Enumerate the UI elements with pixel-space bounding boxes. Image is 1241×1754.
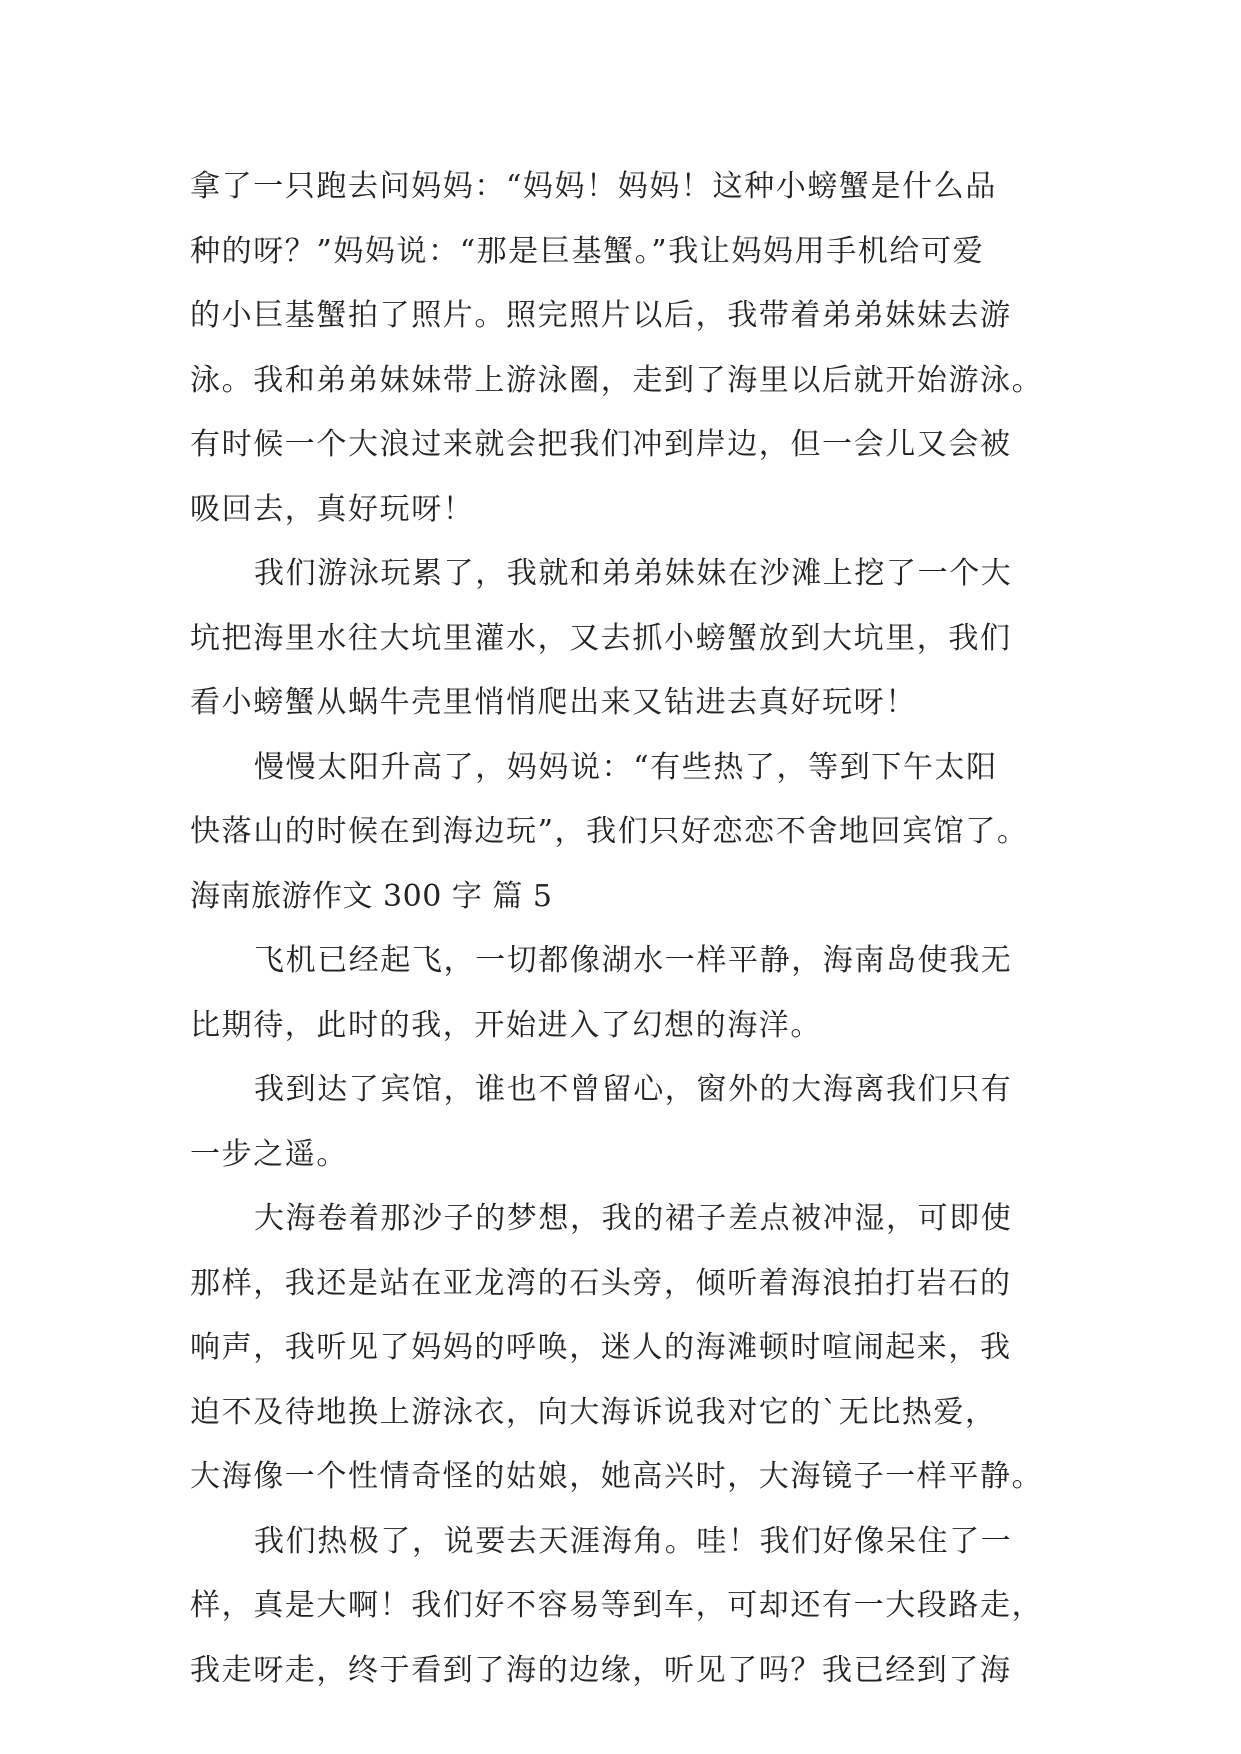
text-line: 种的呀？”妈妈说：“那是巨基蟹。”我让妈妈用手机给可爱 [190, 233, 985, 269]
text-line: 吸回去，真好玩呀！ [190, 491, 475, 527]
text-line: 比期待，此时的我，开始进入了幻想的海洋。 [190, 1007, 822, 1043]
section-heading: 海南旅游作文 300 字 篇 5 [190, 878, 553, 914]
paragraph-start-line: 飞机已经起飞，一切都像湖水一样平静，海南岛使我无 [254, 943, 1013, 978]
text-line: 拿了一只跑去问妈妈：“妈妈！妈妈！这种小螃蟹是什么品 [190, 169, 997, 204]
text-line: 快落山的时候在到海边玩”，我们只好恋恋不舍地回宾馆了。 [190, 814, 1029, 849]
paragraph-start-line: 我们游泳玩累了，我就和弟弟妹妹在沙滩上挖了一个大 [254, 556, 1013, 591]
paragraph-start-line: 我们热极了，说要去天涯海角。哇！我们好像呆住了一 [254, 1523, 1013, 1559]
paragraph-start-line: 慢慢太阳升高了，妈妈说：“有些热了，等到下午太阳 [254, 749, 998, 785]
text-line: 样，真是大啊！我们好不容易等到车，可却还有一大段路走， [190, 1588, 1044, 1623]
text-line: 大海像一个性情奇怪的姑娘，她高兴时，大海镜子一样平静。 [190, 1459, 1044, 1494]
text-line: 有时候一个大浪过来就会把我们冲到岸边，但一会儿又会被 [190, 427, 1012, 462]
paragraph-start-line: 我到达了宾馆，谁也不曾留心，窗外的大海离我们只有 [254, 1072, 1013, 1107]
text-line: 泳。我和弟弟妹妹带上游泳圈，走到了海里以后就开始游泳。 [190, 362, 1044, 398]
text-line: 看小螃蟹从蜗牛壳里悄悄爬出来又钻进去真好玩呀！ [190, 685, 917, 720]
text-line: 一步之遥。 [190, 1136, 348, 1172]
text-line: 的小巨基蟹拍了照片。照完照片以后，我带着弟弟妹妹去游 [190, 298, 1012, 333]
text-line: 响声，我听见了妈妈的呼唤，迷人的海滩顿时喧闹起来，我 [190, 1330, 1012, 1365]
text-line: 坑把海里水往大坑里灌水，又去抓小螃蟹放到大坑里，我们 [190, 620, 1012, 656]
paragraph-start-line: 大海卷着那沙子的梦想，我的裙子差点被冲湿，可即使 [254, 1201, 1013, 1236]
text-line: 我走呀走，终于看到了海的边缘，听见了吗？我已经到了海 [190, 1652, 1012, 1688]
text-line: 迫不及待地换上游泳衣，向大海诉说我对它的`无比热爱， [190, 1394, 997, 1430]
document-body [190, 155, 1070, 1703]
text-line: 那样，我还是站在亚龙湾的石头旁，倾听着海浪拍打岩石的 [190, 1265, 1012, 1301]
